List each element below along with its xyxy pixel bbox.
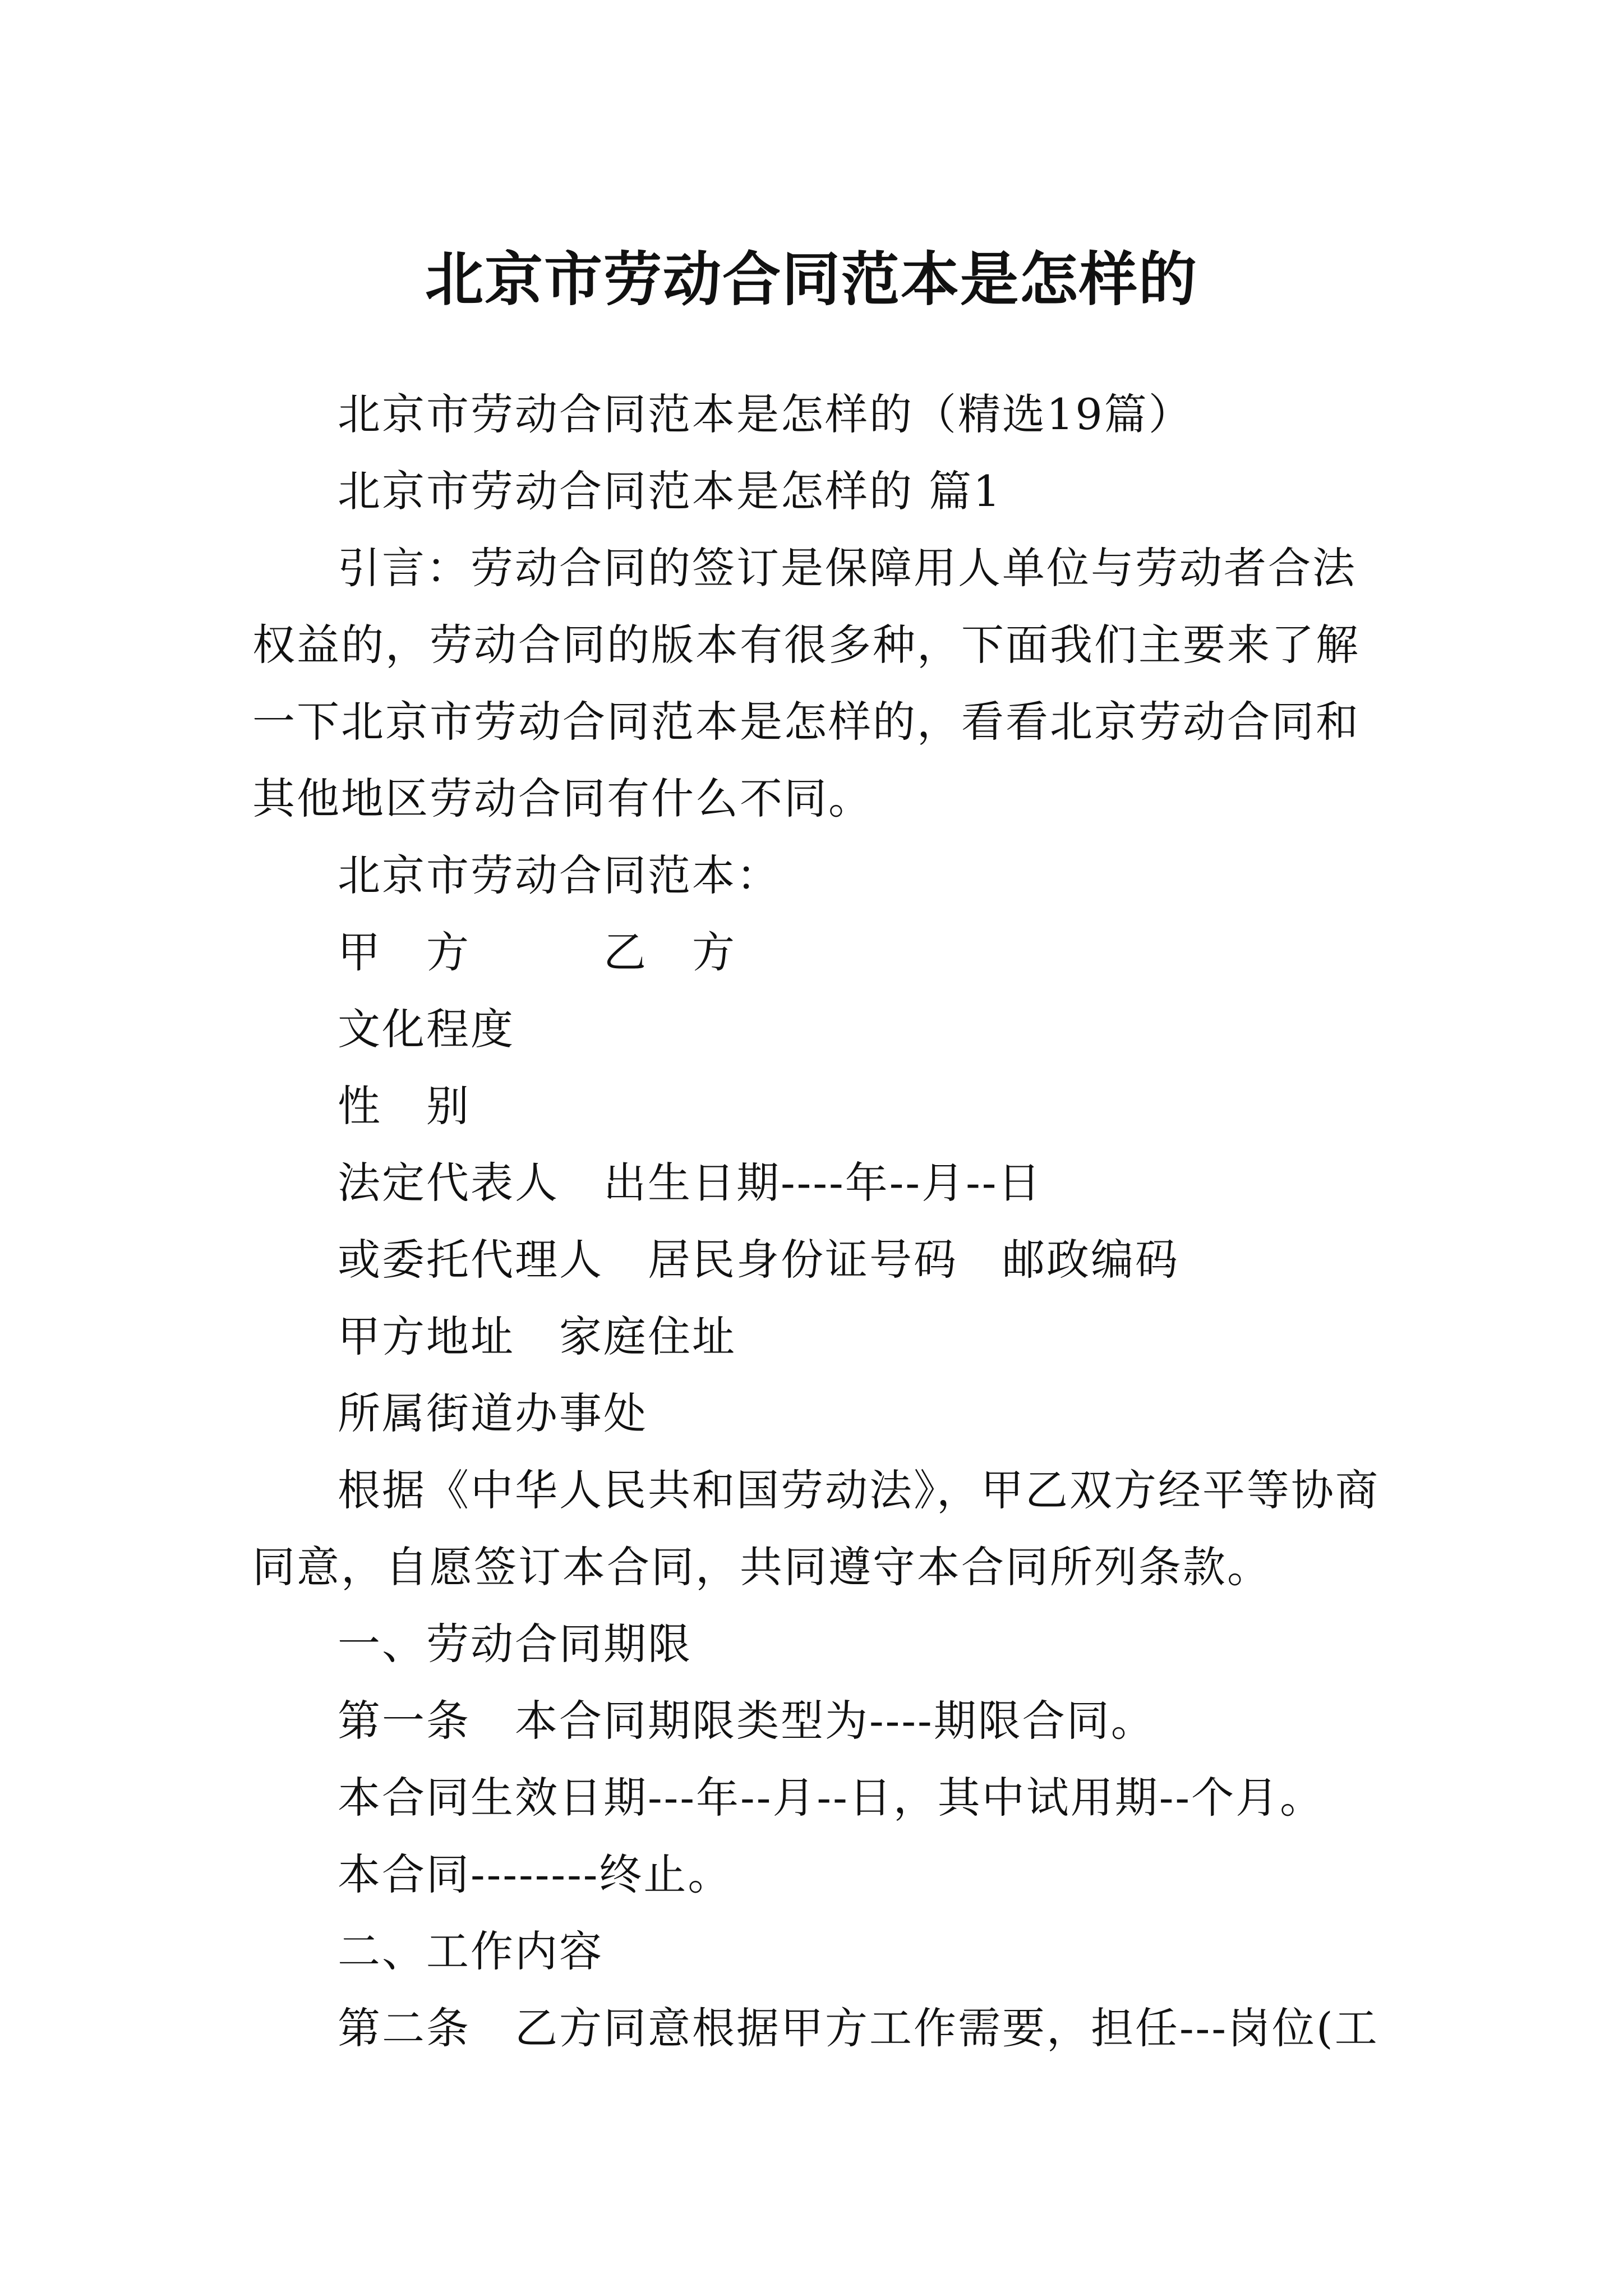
document-body	[252, 376, 1385, 2067]
paragraph-template-label: 北京市劳动合同范本：	[338, 850, 781, 900]
paragraph-parties: 甲 方 乙 方	[338, 927, 736, 977]
paragraph-legal-basis: 根据《中华人民共和国劳动法》，甲乙双方经平等协商同意，自愿签订本合同，共同遵守本合同所列条款。	[252, 1465, 1380, 1592]
paragraph-effective-date: 本合同生效日期---年--月--日，其中试用期--个月。	[338, 1773, 1325, 1823]
paragraph-address: 甲方地址 家庭住址	[338, 1312, 736, 1361]
paragraph-education: 文化程度	[338, 1004, 515, 1054]
paragraph-gender: 性 别	[338, 1081, 471, 1131]
paragraph-article-two: 第二条 乙方同意根据甲方工作需要，担任---岗位(工	[338, 2003, 1379, 2053]
paragraph-termination: 本合同--------终止。	[338, 1849, 732, 1899]
document-title: 北京市劳动合同范本是怎样的	[425, 244, 1198, 314]
paragraph-legal-representative: 法定代表人 出生日期----年--月--日	[338, 1158, 1043, 1208]
paragraph-subtitle: 北京市劳动合同范本是怎样的（精选19篇）	[338, 389, 1193, 439]
paragraph-introduction: 引言：劳动合同的签订是保障用人单位与劳动者合法权益的，劳动合同的版本有很多种，下面我们主要来了解一下北京市劳动合同范本是怎样的，看看北京劳动合同和其他地区劳动合同有什么不同。	[252, 543, 1360, 823]
paragraph-work-content-heading: 二、工作内容	[338, 1926, 603, 1976]
paragraph-article-one: 第一条 本合同期限类型为----期限合同。	[338, 1696, 1155, 1746]
paragraph-subdistrict: 所属街道办事处	[338, 1388, 648, 1438]
paragraph-contract-term-heading: 一、劳动合同期限	[338, 1619, 692, 1669]
paragraph-agent-id: 或委托代理人 居民身份证号码 邮政编码	[338, 1235, 1179, 1285]
paragraph-section-heading: 北京市劳动合同范本是怎样的 篇1	[338, 466, 1002, 516]
